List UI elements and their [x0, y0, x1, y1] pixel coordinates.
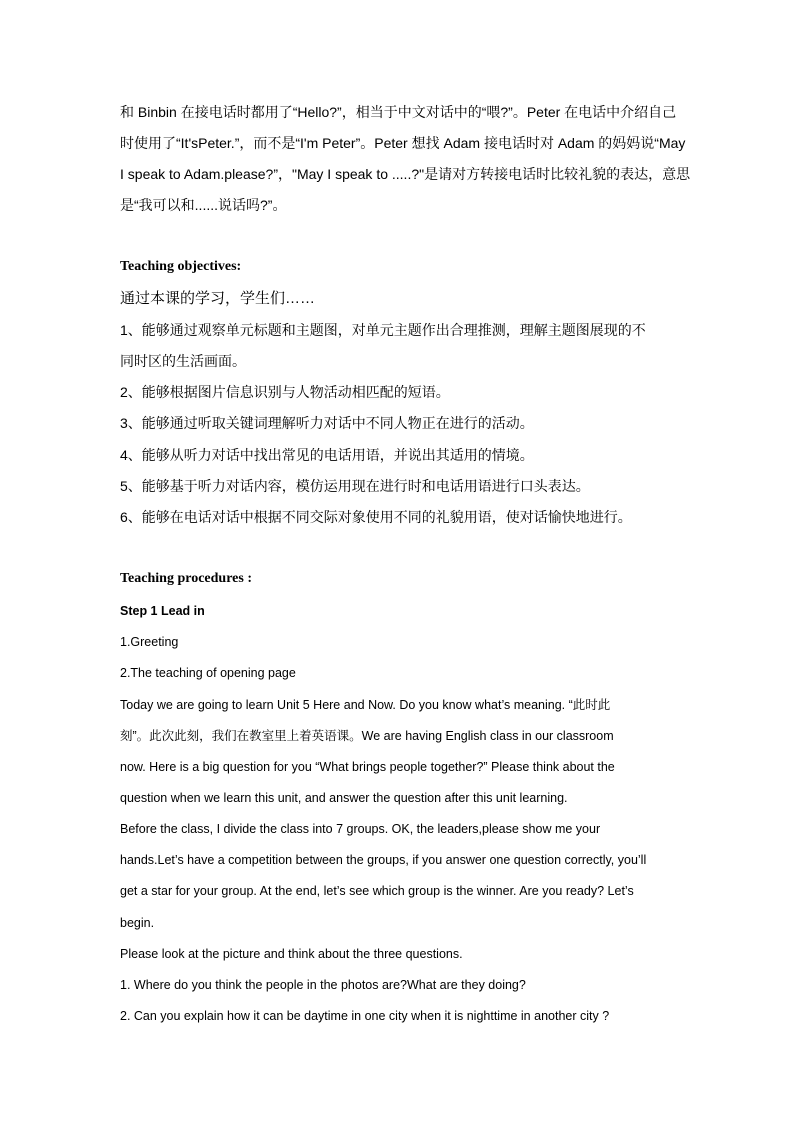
- objective-item: 3、能够通过听取关键词理解听力对话中不同人物正在进行的活动。: [120, 415, 534, 431]
- sub-item: 1.Greeting: [120, 635, 179, 649]
- procedures-heading: Teaching procedures :: [120, 571, 252, 586]
- paragraph-line: now. Here is a big question for you “What brings people together?” Please think about the: [120, 760, 615, 774]
- objective-item: 2、能够根据图片信息识别与人物活动相匹配的短语。: [120, 384, 450, 400]
- paragraph-line: 刻”。此次此刻，我们在教室里上着英语课。We are having English class in our classroom: [120, 729, 614, 743]
- question-item: 1. Where do you think the people in the photos are?What are they doing?: [120, 978, 526, 992]
- objectives-intro: 通过本课的学习，学生们……: [120, 290, 316, 307]
- objective-item: 5、能够基于听力对话内容，模仿运用现在进行时和电话用语进行口头表达。: [120, 478, 590, 494]
- objectives-heading: Teaching objectives:: [120, 259, 242, 274]
- paragraph-line: get a star for your group. At the end, let’s see which group is the winner. Are you ready? Let’s: [120, 884, 634, 898]
- intro-line: I speak to Adam.please?”，"May I speak to .....?"是请对方转接电话时比较礼貌的表达，意思: [120, 166, 691, 182]
- step-title: Step 1 Lead in: [120, 604, 205, 618]
- intro-line: 和 Binbin 在接电话时都用了“Hello?”，相当于中文对话中的“喂?”。Peter 在电话中介绍自己: [120, 104, 677, 120]
- question-item: 2. Can you explain how it can be daytime in one city when it is nighttime in another city ?: [120, 1009, 610, 1023]
- objective-item: 4、能够从听力对话中找出常见的电话用语，并说出其适用的情境。: [120, 447, 534, 463]
- objective-item: 6、能够在电话对话中根据不同交际对象使用不同的礼貌用语，使对话愉快地进行。: [120, 509, 632, 525]
- objective-item: 1、能够通过观察单元标题和主题图，对单元主题作出合理推测，理解主题图展现的不: [120, 322, 646, 338]
- intro-line: 是“我可以和......说话吗?”。: [120, 197, 287, 213]
- objective-item: 同时区的生活画面。: [120, 353, 246, 369]
- paragraph-line: Today we are going to learn Unit 5 Here and Now. Do you know what’s meaning. “此时此: [120, 698, 611, 712]
- sub-item: 2.The teaching of opening page: [120, 666, 296, 680]
- paragraph-line: Please look at the picture and think about the three questions.: [120, 947, 463, 961]
- paragraph-line: begin.: [120, 916, 155, 930]
- paragraph-line: question when we learn this unit, and answer the question after this unit learning.: [120, 791, 568, 805]
- paragraph-line: Before the class, I divide the class into 7 groups. OK, the leaders,please show me your: [120, 822, 601, 836]
- intro-line: 时使用了“It'sPeter.”，而不是“I'm Peter”。Peter 想找 Adam 接电话时对 Adam 的妈妈说“May: [120, 135, 686, 151]
- paragraph-line: hands.Let’s have a competition between the groups, if you answer one question correctly, you’ll: [120, 853, 647, 867]
